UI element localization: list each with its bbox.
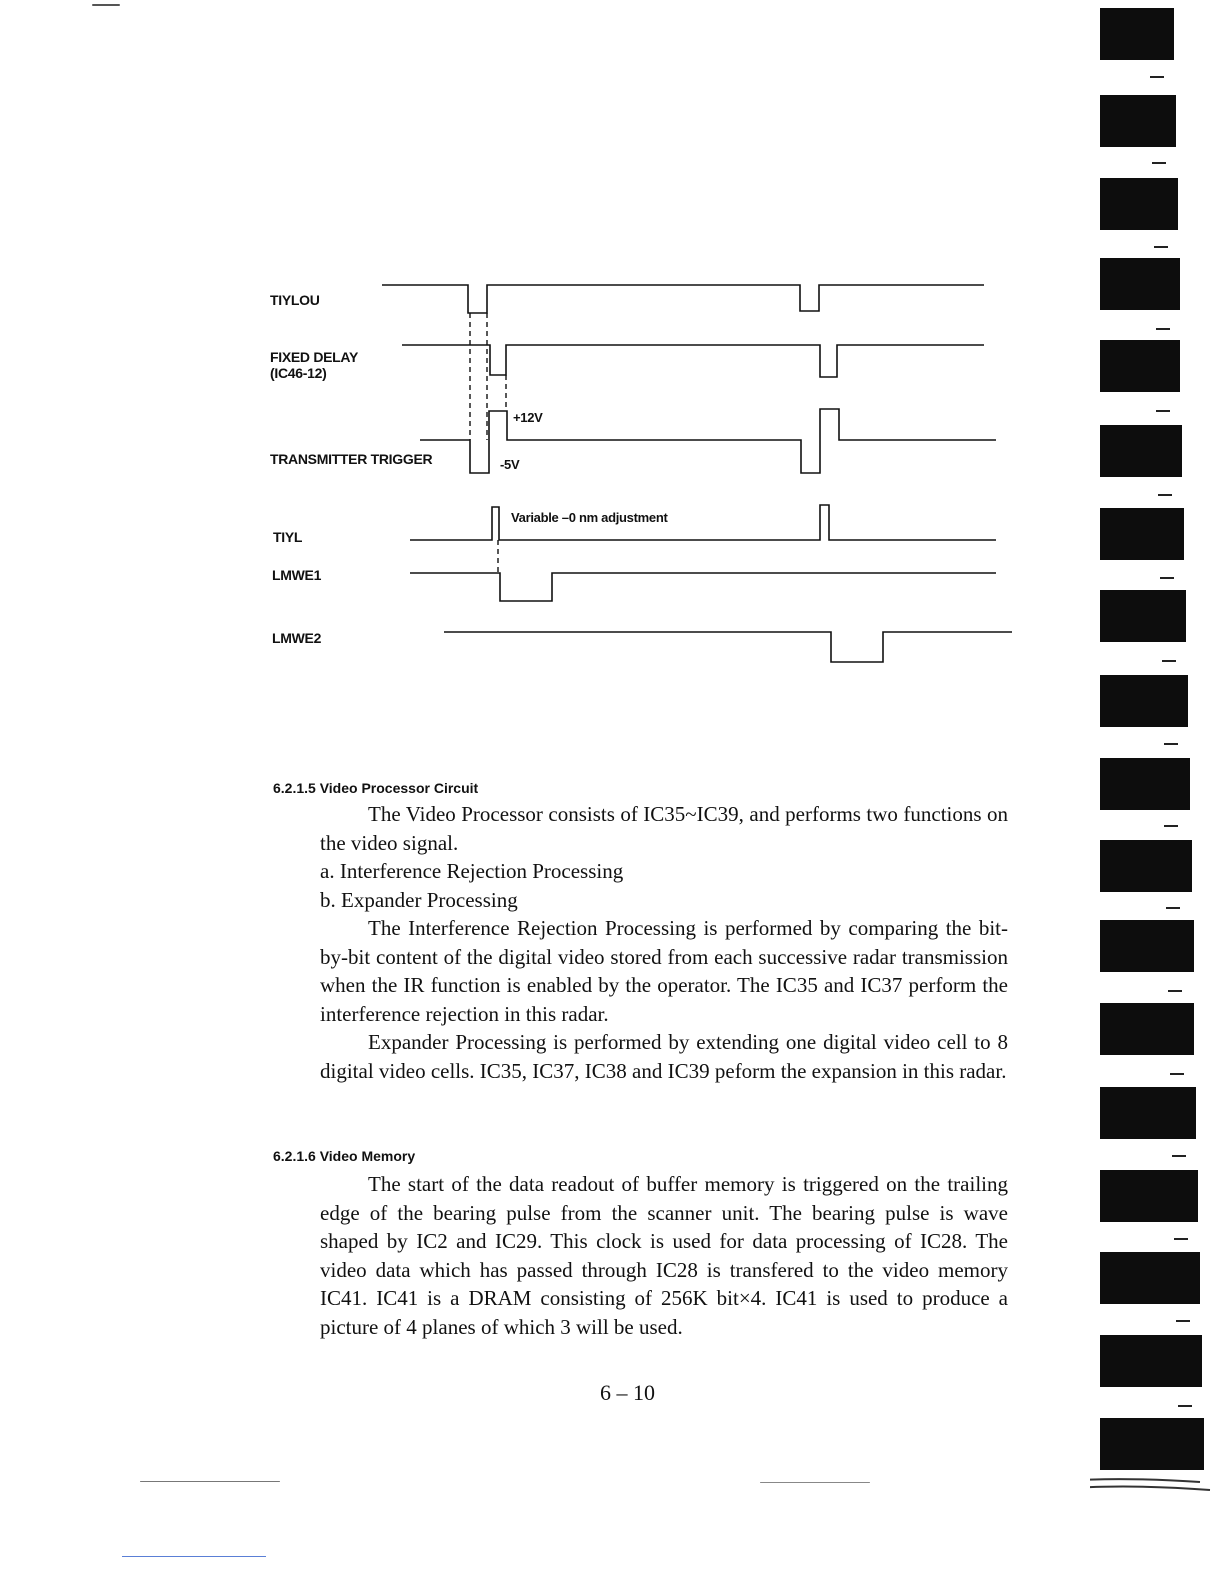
page-number: 6 – 10 [600, 1380, 655, 1405]
scan-speck [92, 4, 120, 6]
paragraph: The start of the data readout of buffer memory is triggered on the trailing edge of the bearing pulse from the scanner unit. The bearing pulse is wave shaped by IC2 and IC29. This clock is used for data processing of IC28. The video data which has passed through IC28 is transfered to the video memory IC41. IC41 is a DRAM consisting of 256K bit×4. IC41 is used to produce a picture of 4 planes of which 3 will be used. [320, 1172, 1008, 1339]
signal-label-tiyl: TIYL [273, 529, 303, 545]
lmwe2-waveform [444, 632, 1012, 662]
paragraph: The Video Processor consists of IC35~IC39, and performs two functions on the video signal. [320, 802, 1008, 855]
section-heading-video-memory: 6.2.1.6 Video Memory [273, 1148, 416, 1164]
signal-label-transmitter-trigger: TRANSMITTER TRIGGER [270, 451, 433, 467]
section-body-video-processor [320, 800, 1008, 1085]
paragraph: The Interference Rejection Processing is performed by comparing the bit-by-bit content of the digital video stored from each successive radar transmission when the IR function is enabled by the operator. The IC35 and IC37 perform the interference rejection in this radar. [320, 916, 1008, 1026]
signal-label-lmwe2: LMWE2 [272, 630, 322, 646]
scan-speck [760, 1482, 870, 1483]
timing-diagram [0, 0, 1090, 720]
list-item: b. Expander Processing [320, 887, 518, 912]
section-body-video-memory [320, 1170, 1008, 1341]
tiylou-waveform [382, 285, 984, 313]
signal-sublabel-fixed-delay: (IC46-12) [270, 365, 327, 381]
bottom-rule [122, 1556, 266, 1557]
fixed-delay-waveform [402, 345, 984, 377]
tiyl-waveform [410, 505, 996, 540]
scan-speck [140, 1481, 280, 1482]
binder-edge-marks [1090, 0, 1224, 1584]
signal-label-fixed-delay: FIXED DELAY [270, 349, 358, 365]
section-heading-video-processor: 6.2.1.5 Video Processor Circuit [273, 780, 479, 796]
paragraph: Expander Processing is performed by extending one digital video cell to 8 digital video cells. IC35, IC37, IC38 and IC39 peform the expansion in this radar. [320, 1030, 1008, 1083]
signal-label-tiylou: TIYLOU [270, 292, 320, 308]
annotation-minus-5v: -5V [500, 457, 520, 472]
annotation-variable-adjustment: Variable –0 nm adjustment [511, 510, 668, 525]
lmwe1-waveform [410, 573, 996, 601]
annotation-plus-12v: +12V [513, 410, 543, 425]
signal-label-lmwe1: LMWE1 [272, 567, 322, 583]
list-item: a. Interference Rejection Processing [320, 859, 624, 883]
